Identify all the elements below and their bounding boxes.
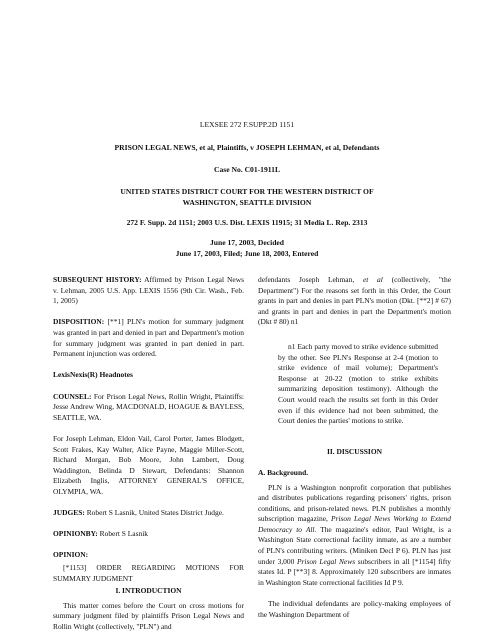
opinion-label: OPINION: (53, 550, 89, 560)
counsel-plaintiffs: COUNSEL: For Prison Legal News, Rollin Wright, Plaintiffs: Jesse Andrew Wing, MACDONALD, HOAGUE & BAYLESS, SEATTLE, WA. (53, 391, 244, 422)
case-number: Case No. C01-1911L (213, 165, 281, 174)
headnotes-heading: LexisNexis(R) Headnotes (53, 370, 133, 380)
left-column (53, 275, 244, 643)
discussion-heading: II. DISCUSSION (327, 446, 382, 456)
opinion-by: OPINIONBY: Robert S Lasnik (53, 529, 148, 539)
subsequent-history: SUBSEQUENT HISTORY: Affirmed by Prison Legal News v. Lehman, 2005 U.S. App. LEXIS 1556 (9th Cir. Wash., Feb. 1, 2005) (53, 275, 244, 306)
right-column (258, 275, 451, 631)
cite-line: LEXSEE 272 F.SUPP.2D 1151 (199, 120, 295, 129)
judges: JUDGES: Robert S Lasnik, United States District Judge. (53, 508, 224, 518)
introduction-text: This matter comes before the Court on cross motions for summary judgment filed by plaintiffs Prison Legal News and Rollin Wright (collectively, "PLN") and (53, 600, 244, 631)
court-name: UNITED STATES DISTRICT COURT FOR THE WESTERN DISTRICT OF WASHINGTON, SEATTLE DIVISION (120, 187, 374, 207)
background-heading: A. Background. (258, 467, 309, 477)
disposition: DISPOSITION: [**1] PLN's motion for summary judgment was granted in part and denied in part and Department's motion for summary judgment was granted in part denied in part. Permanent injunction was ordered. (53, 317, 244, 359)
opinion-title: [*1153] ORDER REGARDING MOTIONS FOR SUMMARY JUDGMENT (53, 563, 244, 583)
defendants-text: The individual defendants are policy-making employees of the Washington Department of (258, 599, 451, 619)
counsel-defendants: For Joseph Lehman, Eldon Vail, Carol Porter, James Blodgett, Scott Frakes, Kay Walter, Alice Payne, Maggie Miller-Scott, Richard Morgan, Bob Moore, John Lambert, Doug Waddington, Belinda D Stewart, Defendants: Shannon Elizabeth Inglis, ATTORNEY GENERAL'S OFFICE, OLYMPIA, WA. (53, 433, 244, 496)
citations: 272 F. Supp. 2d 1151; 2003 U.S. Dist. LEXIS 11915; 31 Media L. Rep. 2313 (126, 218, 368, 227)
background-text: PLN is a Washington nonprofit corporation that publishes and distributes publications regarding prisoners' rights, prison conditions, and prison-related news. PLN publishes a monthly subscription magazine, Prison Legal News Working to Extend Democracy to All. The magazine's editor, Paul Wright, is a Washington State correctional facility inmate, as are a number of PLN's contributing writers. (Miniken Decl P 6). PLN has just under 3,000 Prison Legal News subscribers in all [*1154] fifty states Id. P [**3] 8. Approximately 120 subscribers are inmates in Washington State correctional facilities Id P 9. (258, 482, 452, 587)
continued-paragraph: defendants Joseph Lehman, et al (collectively, "the Department") For the reasons set forth in this Order, the Court grants in part and denies in part PLN's motion (Dkt. [**2] # 67) and grants in part and denies in part the Department's motion (Dkt # 80) n1 (258, 275, 452, 327)
case-parties: PRISON LEGAL NEWS, et al, Plaintiffs, v JOSEPH LEHMAN, et al, Defendants (114, 143, 380, 152)
introduction-heading: I. INTRODUCTION (115, 586, 182, 596)
filed-date: June 17, 2003, Filed; June 18, 2003, Entered (175, 249, 319, 258)
footnote-n1: n1 Each party moved to strike evidence submitted by the other. See PLN's Response at 2-4 (motion to strike evidence of mail volume); Department's Response at 20-22 (motion to strike exhibits summarizing deposition testimony). Although the Court would reach the results set forth in this Order even if this evidence had not been submitted, the Court denies the parties' motions to strike. (278, 341, 438, 426)
decided-date: June 17, 2003, Decided (209, 238, 285, 247)
